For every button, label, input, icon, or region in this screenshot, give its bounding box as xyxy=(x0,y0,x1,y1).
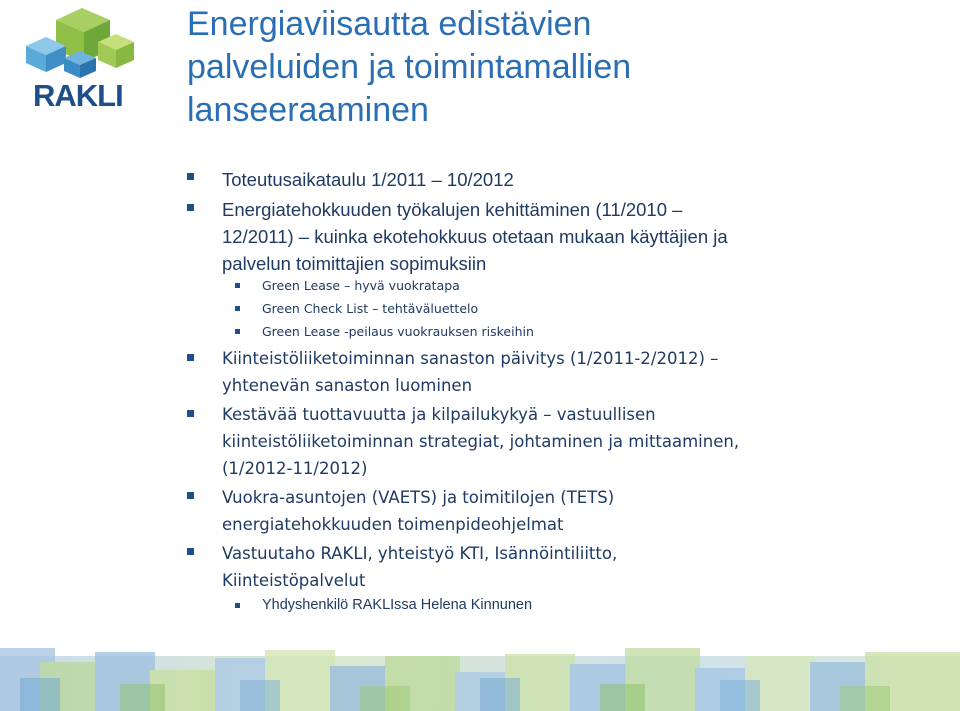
sub-bullet-item: Green Lease -peilaus vuokrauksen riskeihin xyxy=(262,324,534,339)
logo-cubes-icon xyxy=(18,6,138,86)
bullet-item xyxy=(222,166,514,193)
bottom-decorative-band xyxy=(0,648,960,711)
bullet-square-icon xyxy=(187,410,194,417)
bullet-line: Energiatehokkuuden työkalujen kehittäminen (11/2010 – xyxy=(222,199,683,220)
bullet-line: 12/2011) – kuinka ekotehokkuus otetaan mukaan käyttäjien ja xyxy=(222,226,728,247)
bullet-line: energiatehokkuuden toimenpideohjelmat xyxy=(222,515,564,534)
bullet-line: (1/2012-11/2012) xyxy=(222,459,368,478)
bullet-line: Toteutusaikataulu 1/2011 – 10/2012 xyxy=(222,169,514,190)
bullet-line: kiinteistöliiketoiminnan strategiat, johtaminen ja mittaaminen, xyxy=(222,432,740,451)
bullet-line: palvelun toimittajien sopimuksiin xyxy=(222,253,487,274)
bullet-square-icon xyxy=(187,492,194,499)
bullet-line: Vuokra-asuntojen (VAETS) ja toimitilojen (TETS) xyxy=(222,488,615,507)
bullet-line: Kiinteistöpalvelut xyxy=(222,571,366,590)
bullet-line: Kestävää tuottavuutta ja kilpailukykyä – vastuullisen xyxy=(222,405,656,424)
bullet-square-icon xyxy=(187,354,194,361)
bullet-item xyxy=(222,345,718,399)
bullet-item xyxy=(222,196,728,277)
sub-bullet-item: Green Check List – tehtäväluettelo xyxy=(262,301,479,316)
bullet-square-icon xyxy=(187,173,194,180)
bullet-line: Kiinteistöliiketoiminnan sanaston päivitys (1/2011-2/2012) – xyxy=(222,349,719,368)
logo-text: RAKLI xyxy=(33,78,123,113)
bullet-square-icon xyxy=(187,548,194,555)
sub-bullet-square-icon xyxy=(235,283,240,288)
sub-bullet-square-icon xyxy=(235,306,240,311)
bullet-square-icon xyxy=(187,204,194,211)
bullet-item xyxy=(222,540,617,594)
title-line: Energiaviisautta edistävien xyxy=(187,5,592,43)
sub-bullet-item: Yhdyshenkilö RAKLIssa Helena Kinnunen xyxy=(262,597,533,613)
slide-title xyxy=(187,3,927,132)
sub-bullet-square-icon xyxy=(235,329,240,334)
title-line: palveluiden ja toimintamallien xyxy=(187,48,632,86)
rakli-logo xyxy=(18,6,138,116)
bullet-line: yhtenevän sanaston luominen xyxy=(222,376,473,395)
bullet-item xyxy=(222,484,614,538)
title-line: lanseeraaminen xyxy=(187,91,429,129)
bullet-item xyxy=(222,401,739,482)
bullet-line: Vastuutaho RAKLI, yhteistyö KTI, Isännöintiliitto, xyxy=(222,544,618,563)
sub-bullet-square-icon xyxy=(235,603,240,608)
sub-bullet-item: Green Lease – hyvä vuokratapa xyxy=(262,278,460,293)
